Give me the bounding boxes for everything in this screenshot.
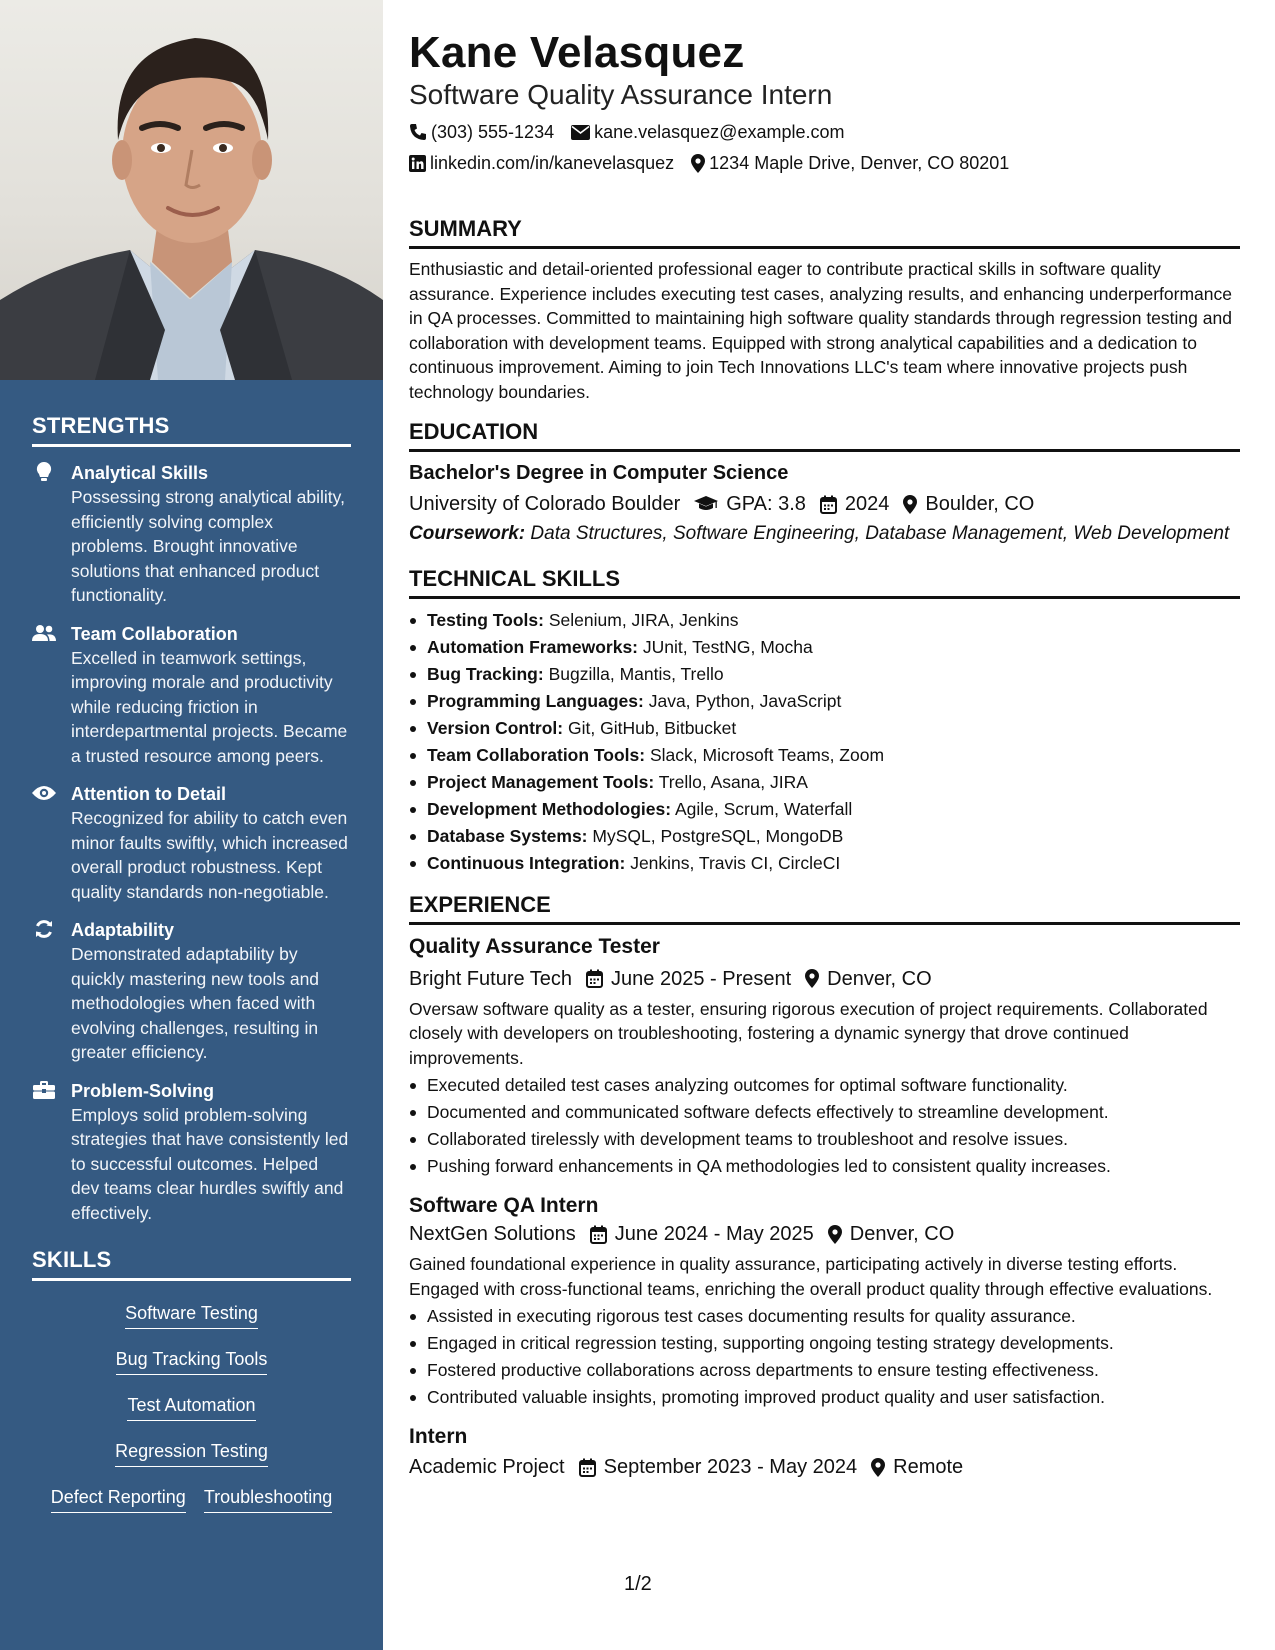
strengths-heading: STRENGTHS	[32, 413, 351, 447]
skill-label: Database Systems:	[427, 825, 588, 846]
location-text: Denver, CO	[849, 1223, 955, 1245]
skill-tags	[32, 1295, 351, 1513]
job-location	[871, 1453, 963, 1481]
skill-value: Slack, Microsoft Teams, Zoom	[649, 744, 885, 765]
list-item: Engaged in critical regression testing, supporting ongoing testing strategy developments.	[409, 1330, 1240, 1357]
skill-tag: Test Automation	[127, 1393, 255, 1421]
technical-skills-section	[409, 565, 1240, 877]
job-meta	[409, 965, 1240, 993]
job-description: Gained foundational experience in quality assurance, participating actively in diverse testing efforts. Engaged with cross-functional teams, enriching the overall product quality through effective evaluations.	[409, 1254, 1213, 1299]
strength-item	[32, 1079, 351, 1226]
strength-item	[32, 782, 351, 904]
skill-tag: Defect Reporting	[51, 1485, 186, 1513]
list-item: Contributed valuable insights, promoting improved product quality and user satisfaction.	[409, 1384, 1240, 1411]
list-item: Documented and communicated software defects effectively to streamline development.	[409, 1099, 1240, 1126]
phone-icon	[409, 123, 427, 141]
job-dates	[579, 1453, 858, 1481]
education-heading: EDUCATION	[409, 418, 1240, 452]
list-item	[409, 823, 1240, 850]
skill-tag: Troubleshooting	[204, 1485, 332, 1513]
experience-heading: EXPERIENCE	[409, 891, 1240, 925]
company-text: NextGen Solutions	[409, 1223, 576, 1245]
skill-value: Selenium, JIRA, Jenkins	[548, 609, 739, 630]
job-title: Intern	[409, 1425, 468, 1448]
strength-title: Adaptability	[71, 920, 175, 940]
skill-value: Agile, Scrum, Waterfall	[674, 798, 853, 819]
skill-value: Java, Python, JavaScript	[648, 690, 842, 711]
coursework-label: Coursework:	[409, 523, 526, 544]
sync-icon	[32, 919, 56, 939]
graduation-cap-icon	[694, 495, 718, 513]
location-text: Remote	[893, 1456, 964, 1478]
address-contact	[691, 151, 1009, 175]
strength-description: Employs solid problem-solving strategies that have consistently led to successful outcomes. Helped dev teams clear hurdles swiftly and effectively.	[71, 1104, 349, 1223]
list-item	[409, 769, 1240, 796]
list-item	[409, 634, 1240, 661]
technical-skills-heading: TECHNICAL SKILLS	[409, 565, 1240, 599]
skill-label: Bug Tracking:	[427, 663, 544, 684]
strength-description: Recognized for ability to catch even minor faults swiftly, which increased overall product robustness. Kept quality standards non-negotiable.	[71, 808, 348, 902]
education-gpa	[694, 490, 806, 518]
dates-text: June 2024 - May 2025	[614, 1223, 814, 1245]
job-location	[828, 1220, 954, 1248]
job-company	[409, 1220, 576, 1248]
skill-label: Version Control:	[427, 717, 564, 738]
email-text[interactable]: kane.velasquez@example.com	[594, 122, 845, 142]
job-dates	[586, 965, 791, 993]
experience-section	[409, 891, 1240, 1482]
map-pin-icon	[903, 495, 917, 514]
candidate-name: Kane Velasquez	[409, 28, 745, 77]
strength-title: Attention to Detail	[71, 784, 226, 804]
education-location	[903, 490, 1034, 518]
skills-heading: SKILLS	[32, 1247, 351, 1281]
school-text: University of Colorado Boulder	[409, 493, 681, 515]
list-item: Fostered productive collaborations across departments to ensure testing effectiveness.	[409, 1357, 1240, 1384]
strength-title: Analytical Skills	[71, 463, 209, 483]
phone-contact	[409, 120, 554, 144]
strength-description: Possessing strong analytical ability, efficiently solving complex problems. Brought innovative solutions that enhanced product functionality.	[71, 487, 345, 605]
summary-heading: SUMMARY	[409, 215, 1240, 249]
map-pin-icon	[828, 1225, 842, 1244]
skill-label: Continuous Integration:	[427, 852, 626, 873]
portrait-illustration	[0, 0, 383, 380]
list-item: Assisted in executing rigorous test cases documenting results for quality assurance.	[409, 1303, 1240, 1330]
map-pin-icon	[805, 969, 819, 988]
skill-tag: Regression Testing	[115, 1439, 268, 1467]
year-text: 2024	[844, 493, 890, 515]
calendar-icon	[579, 1458, 596, 1477]
list-item: Collaborated tirelessly with development teams to troubleshoot and resolve issues.	[409, 1126, 1240, 1153]
skill-value: Bugzilla, Mantis, Trello	[548, 663, 724, 684]
list-item	[409, 661, 1240, 688]
job-title: Software QA Intern	[409, 1194, 599, 1217]
skill-label: Automation Frameworks:	[427, 636, 638, 657]
eye-icon	[32, 783, 56, 803]
list-item	[409, 742, 1240, 769]
calendar-icon	[820, 495, 837, 514]
education-meta	[409, 490, 1240, 518]
coursework	[409, 522, 1240, 547]
technical-skills-list	[409, 607, 1240, 877]
location-text: Denver, CO	[827, 967, 932, 990]
strength-description: Demonstrated adaptability by quickly mastering new tools and methodologies when faced with evolving challenges, resulting in greater efficiency.	[71, 944, 320, 1062]
skill-label: Testing Tools:	[427, 609, 544, 630]
lightbulb-icon	[32, 462, 56, 482]
education-section	[409, 418, 1240, 547]
location-text: Boulder, CO	[925, 493, 1035, 515]
company-text: Academic Project	[409, 1456, 565, 1478]
job-entry	[409, 1192, 1240, 1411]
skill-label: Programming Languages:	[427, 690, 644, 711]
dates-text: September 2023 - May 2024	[603, 1456, 858, 1478]
linkedin-contact[interactable]	[409, 151, 674, 175]
skill-value: Git, GitHub, Bitbucket	[568, 717, 737, 738]
summary-text: Enthusiastic and detail-oriented professional eager to contribute practical skills in software quality assurance. Experience includes executing test cases, analyzing results, and enhancing underperformance in QA processes. Committed to maintaining high software quality standards through regression testing and collaboration with development teams. Equipped with strong analytical capabilities and a dedication to continuous improvement. Aiming to join Tech Innovations LLC's team where innovative projects push technology boundaries.	[409, 259, 1232, 402]
strength-item	[32, 918, 351, 1065]
skill-value: JUnit, TestNG, Mocha	[642, 636, 813, 657]
job-title: Quality Assurance Tester	[409, 934, 660, 958]
page-number: 1/2	[624, 1573, 652, 1595]
skill-tag: Software Testing	[125, 1301, 258, 1329]
strength-description: Excelled in teamwork settings, improving morale and productivity while reducing friction in interdepartmental projects. Became a trusted resource among peers.	[71, 647, 348, 766]
map-pin-icon	[691, 154, 705, 173]
skill-tag: Bug Tracking Tools	[116, 1347, 268, 1375]
job-location	[805, 965, 931, 993]
company-text: Bright Future Tech	[409, 967, 573, 990]
calendar-icon	[586, 969, 603, 988]
list-item	[409, 607, 1240, 634]
candidate-title: Software Quality Assurance Intern	[409, 79, 833, 110]
strength-item	[32, 622, 351, 769]
job-bullets	[409, 1072, 1240, 1180]
list-item	[409, 850, 1240, 877]
skill-label: Team Collaboration Tools:	[427, 744, 646, 765]
list-item: Pushing forward enhancements in QA methodologies led to consistent quality increases.	[409, 1153, 1240, 1180]
linkedin-icon	[409, 155, 426, 172]
linkedin-text[interactable]: linkedin.com/in/kanevelasquez	[430, 153, 675, 173]
gpa-text: GPA: 3.8	[726, 493, 806, 515]
address-text: 1234 Maple Drive, Denver, CO 80201	[709, 153, 1010, 173]
email-contact[interactable]	[571, 120, 844, 144]
sidebar-content	[32, 413, 351, 1513]
job-bullets	[409, 1303, 1240, 1411]
job-description: Oversaw software quality as a tester, ensuring rigorous execution of project requirements. Collaborated closely with developers on troubleshooting, fostering a dynamic synergy that drove continued improvements.	[409, 998, 1208, 1068]
envelope-icon	[571, 125, 590, 140]
list-item: Executed detailed test cases analyzing outcomes for optimal software functionality.	[409, 1072, 1240, 1099]
list-item	[409, 796, 1240, 823]
job-entry	[409, 933, 1240, 1181]
users-icon	[32, 623, 56, 643]
skill-value: Jenkins, Travis CI, CircleCI	[630, 852, 841, 873]
education-school	[409, 490, 680, 518]
main-content	[409, 28, 1240, 1481]
education-degree: Bachelor's Degree in Computer Science	[409, 462, 789, 484]
education-year	[820, 490, 890, 518]
dates-text: June 2025 - Present	[611, 967, 792, 990]
job-meta	[409, 1220, 1240, 1248]
toolbox-icon	[32, 1080, 56, 1100]
skill-label: Project Management Tools:	[427, 771, 655, 792]
skill-value: MySQL, PostgreSQL, MongoDB	[592, 825, 844, 846]
profile-photo	[0, 0, 383, 380]
strength-item	[32, 461, 351, 608]
job-company	[409, 1453, 565, 1481]
summary-section	[409, 215, 1240, 404]
list-item	[409, 715, 1240, 742]
list-item	[409, 688, 1240, 715]
contact-row	[409, 120, 1240, 144]
coursework-text: Data Structures, Software Engineering, Database Management, Web Development	[530, 523, 1230, 544]
map-pin-icon	[871, 1458, 885, 1477]
job-dates	[590, 1220, 814, 1248]
calendar-icon	[590, 1225, 607, 1244]
phone-text: (303) 555-1234	[431, 122, 555, 142]
sidebar	[0, 0, 383, 1650]
strength-title: Team Collaboration	[71, 623, 238, 644]
strength-title: Problem-Solving	[71, 1080, 215, 1101]
contact-row-2	[409, 151, 1240, 175]
job-entry	[409, 1423, 1240, 1481]
skill-value: Trello, Asana, JIRA	[658, 771, 808, 792]
job-meta	[409, 1453, 1240, 1481]
job-company	[409, 965, 572, 993]
skill-label: Development Methodologies:	[427, 798, 672, 819]
